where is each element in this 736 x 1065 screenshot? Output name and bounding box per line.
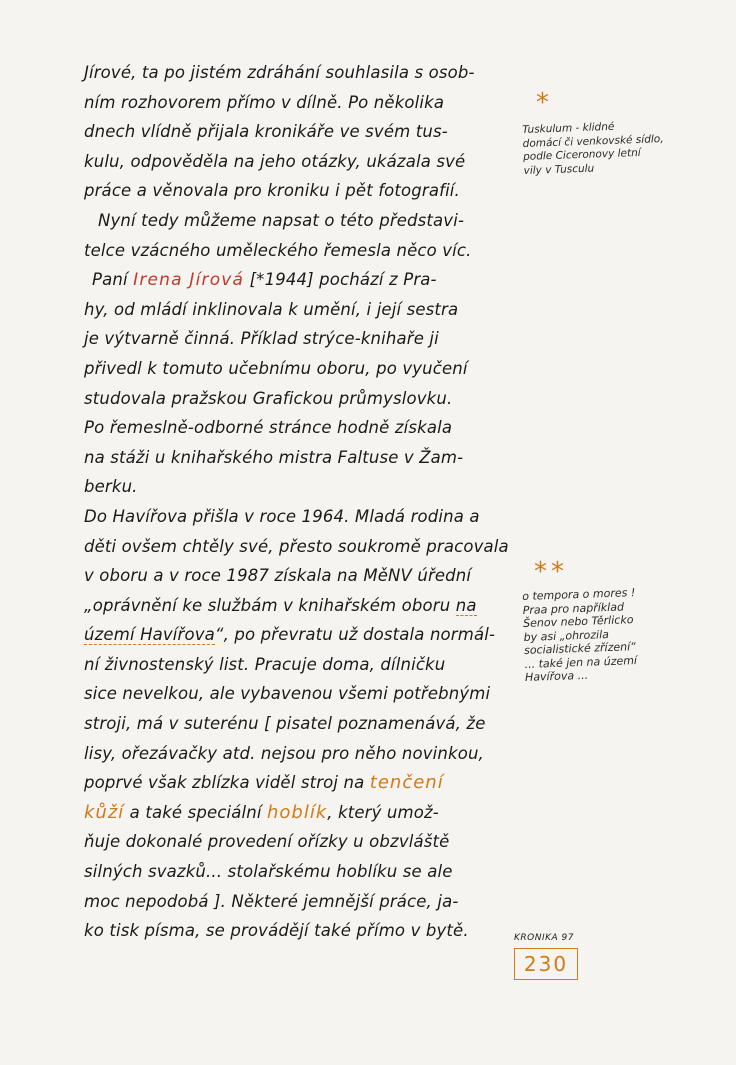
text-line: kulu, odpověděla na jeho otázky, ukázala své — [84, 151, 466, 171]
text-fragment: “, po převratu už dostala normál- — [214, 625, 496, 645]
text-line: studovala pražskou Grafickou průmyslovku. — [84, 388, 453, 408]
asterisk-icon: * — [536, 88, 549, 118]
main-text-block — [84, 58, 514, 946]
text-line: sice nevelkou, ale vybavenou všemi potřebnými — [84, 684, 491, 704]
text-line: ňuje dokonalé provedení ořízky u obzvláště — [84, 832, 450, 852]
text-line: lisy, ořezávačky atd. nejsou pro něho novinkou, — [84, 743, 484, 763]
text-line — [84, 798, 514, 828]
underlined-phrase: území Havířova — [84, 625, 215, 645]
text-line — [84, 591, 514, 621]
text-line: berku. — [84, 477, 138, 497]
text-line: telce vzácného uměleckého řemesla něco víc. — [84, 240, 472, 260]
text-line: Po řemeslně-odborné stránce hodně získala — [84, 418, 453, 438]
margin-note-tempora — [522, 586, 638, 684]
term-highlight: kůží — [84, 801, 125, 823]
text-fragment: a také speciální — [124, 802, 267, 822]
text-line: Nyní tedy můžeme napsat o této představi- — [98, 210, 465, 230]
underlined-phrase: na — [455, 595, 477, 615]
note-line: socialistické zřízení“ — [523, 640, 637, 657]
text-line: děti ovšem chtěly své, přesto soukromě pracovala — [84, 536, 509, 556]
note-line: o tempora o mores ! — [522, 586, 636, 603]
text-line: hy, od mládí inklinovala k umění, i její sestra — [84, 299, 459, 319]
text-fragment: , který umož- — [327, 802, 439, 822]
text-line: stroji, má v suterénu [ pisatel poznamenává, že — [84, 714, 486, 734]
chronicle-label: KRONIKA 97 — [514, 933, 574, 943]
term-highlight: tenčení — [369, 772, 444, 794]
note-line: podle Ciceronovy letní — [522, 146, 641, 163]
double-asterisk-icon: ** — [534, 557, 568, 587]
margin-note-tusculum — [522, 119, 665, 178]
note-line: Tuskulum - klidné — [522, 120, 615, 136]
note-line: Praa pro například — [522, 599, 625, 617]
text-line: dnech vlídně přijala kronikáře ve svém tus- — [84, 122, 448, 142]
text-line: moc nepodobá ]. Některé jemnější práce, ja- — [84, 891, 459, 911]
note-line: Havířova ... — [524, 668, 589, 684]
text-fragment: poprvé však zblízka viděl stroj na — [84, 773, 370, 793]
note-line: vily v Tusculu — [523, 162, 595, 177]
person-name-highlight: Irena Jírová — [133, 270, 245, 291]
text-line — [84, 265, 514, 295]
text-line — [84, 768, 514, 798]
text-line: na stáži u knihařského mistra Faltuse v Žam- — [84, 447, 464, 467]
page-number: 230 — [514, 948, 578, 980]
term-highlight: hoblík — [266, 801, 328, 823]
text-fragment: [*1944] pochází z Pra- — [244, 270, 437, 290]
text-line: v oboru a v roce 1987 získala na MěNV úřední — [84, 566, 472, 586]
text-fragment: „oprávnění ke službám v knihařském oboru — [84, 595, 456, 615]
text-line: Do Havířova přišla v roce 1964. Mladá rodina a — [84, 506, 480, 526]
text-line: práce a věnovala pro kroniku i pět fotografií. — [84, 181, 460, 201]
text-line: silných svazků... stolařskému hoblíku se ale — [84, 862, 453, 882]
note-line: domácí či venkovské sídlo, — [522, 132, 664, 150]
text-line: ko tisk písma, se provádějí také přímo v bytě. — [84, 921, 469, 941]
note-line: ... také jen na území — [524, 653, 638, 671]
text-line: ním rozhovorem přímo v dílně. Po několika — [84, 92, 445, 112]
text-line: přivedl k tomuto učebnímu oboru, po vyučení — [84, 358, 468, 378]
text-line: ní živnostenský list. Pracuje doma, dílničku — [84, 654, 446, 674]
text-line — [84, 620, 514, 650]
note-line: by asi „ohrozila — [523, 627, 610, 644]
text-line: Jírové, ta po jistém zdráhání souhlasila s osob- — [84, 63, 475, 82]
text-fragment: Paní — [92, 270, 134, 290]
text-line: je výtvarně činná. Příklad strýce-knihaře ji — [84, 329, 439, 349]
note-line: Šenov nebo Těrlicko — [522, 613, 634, 630]
